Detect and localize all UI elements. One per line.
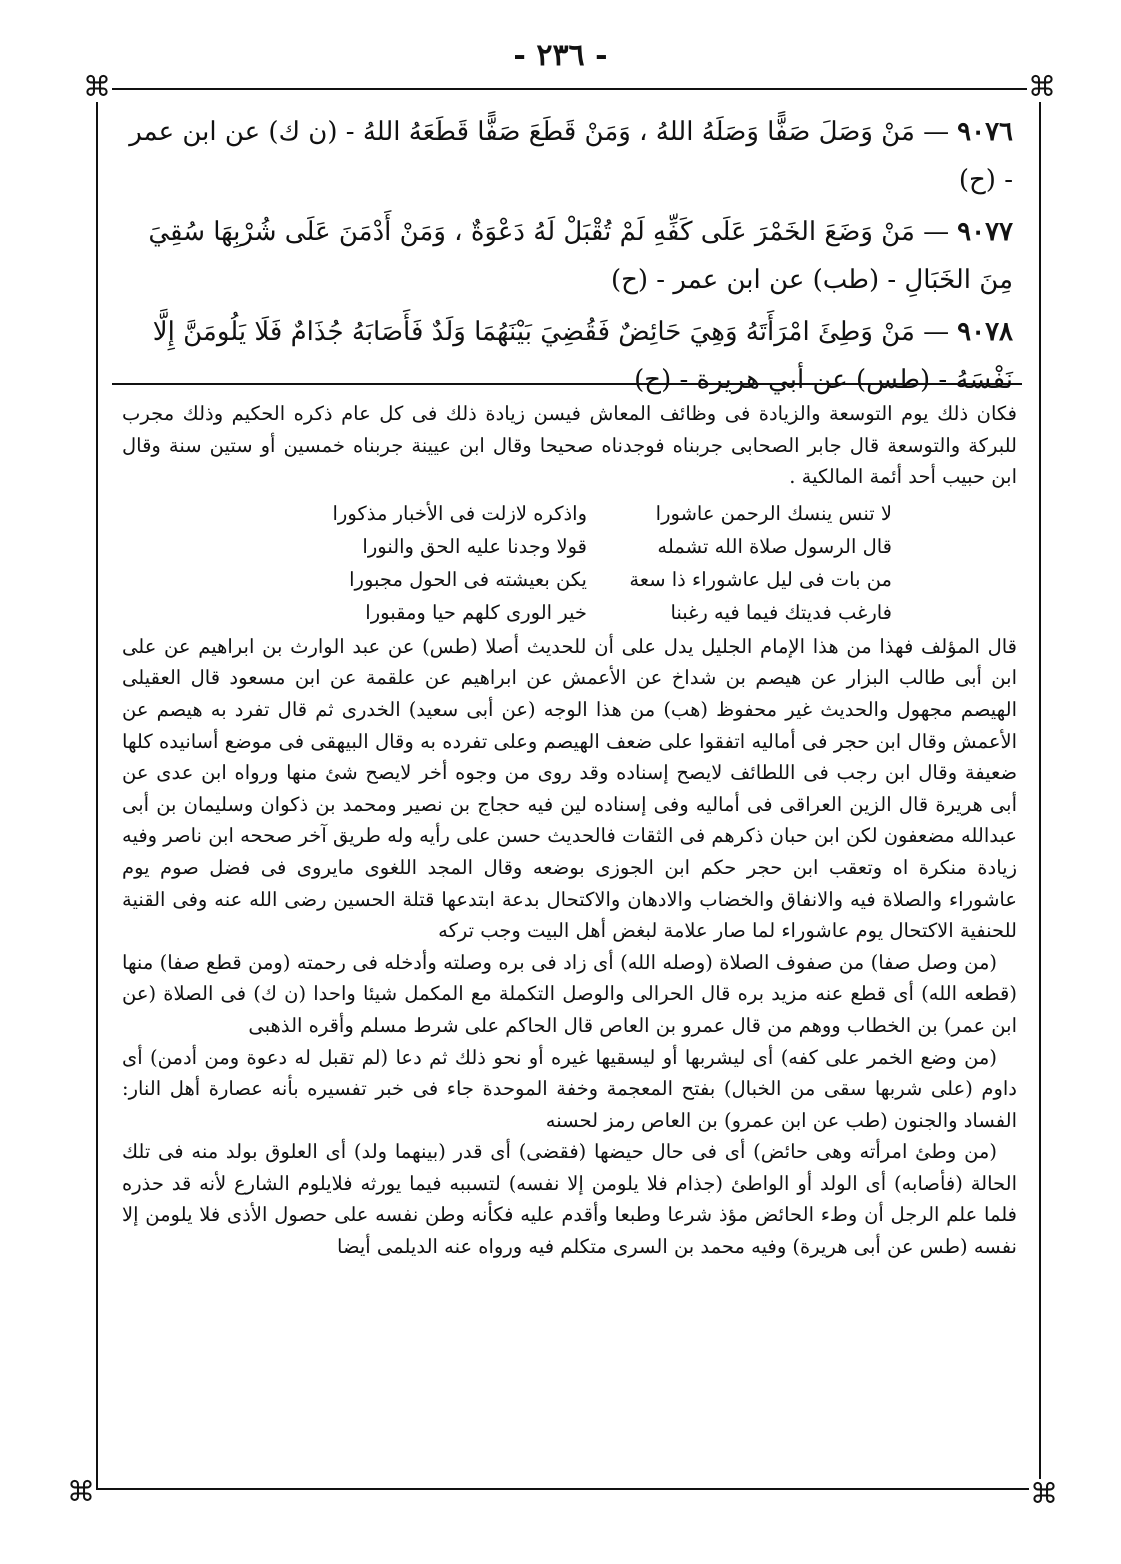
commentary-paragraph: (من وضع الخمر على كفه) أى ليشربها أو ليسقيها غيره أو نحو ذلك ثم دعا (لم تقبل له دعوة ومن أدمن) أى داوم (على شربها سقى من الخبال) بفتح المعجمة وخفة الموحدة جاء فى خبر تفسيره بأنه عصارة أهل النار: الفساد والجنون (طب عن ابن عمرو) بن العاص رمز لحسنه bbox=[122, 1045, 1017, 1132]
hadith-item bbox=[128, 308, 1013, 404]
poem-line bbox=[122, 596, 1017, 629]
hadith-text: — مَنْ وَطِئَ امْرَأَتَهُ وَهِيَ حَائِضٌ فَقُضِيَ بَيْنَهُمَا وَلَدٌ فَأَصَابَهُ جُذَامٌ فَلَا يَلُومَنَّ إِلَّا نَفْسَهُ - (طس) عن أبي هريرة - (ح) bbox=[152, 317, 1013, 395]
page-number: - ٢٣٦ - bbox=[513, 38, 608, 73]
hadith-number: ٩٠٧٦ bbox=[957, 117, 1013, 147]
poem bbox=[122, 497, 1017, 629]
commentary-paragraph: (من وطئ امرأته وهى حائض) أى فى حال حيضها (فقضى) أى قدر (بينهما ولد) أى العلوق بولد منه فى تلك الحالة (فأصابه) أى الولد أو الواطئ (جذام فلا يلومن إلا نفسه) لتسببه فيما يورثه فلايلوم الشارع لأنه قد حذره فلما علم الرجل أن وطء الحائض مؤذ شرعا وطبعا وأقدم عليه فكأنه وطن نفسه على حصول الأذى فلا يلومن إلا نفسه (طس عن أبى هريرة) وفيه محمد بن السرى متكلم فيه ورواه عنه الديلمى أيضا bbox=[122, 1140, 1017, 1259]
commentary-intro: فكان ذلك يوم التوسعة والزيادة فى وظائف المعاش فيسن زيادة ذلك فى كل عام ذكره الحكيم وذلك مجرب للبركة والتوسعة قال جابر الصحابى جربناه فوجدناه صحيحا وقال ابن عيينة جربناه خمسين أو ستين سنة وقال ابن حبيب أحد أئمة المالكية . bbox=[122, 402, 1017, 489]
section-divider bbox=[112, 383, 1022, 385]
hadith-number: ٩٠٧٧ bbox=[957, 217, 1013, 247]
commentary-paragraph: قال المؤلف فهذا من هذا الإمام الجليل يدل على أن للحديث أصلا (طس) عن عبد الوارث بن ابراهيم عن على ابن أبى طالب البزار عن هيصم بن شداخ عن الأعمش عن ابراهيم عن علقمة عن ابن مسعود قال العقيلى الهيصم مجهول والحديث غير محفوظ (هب) من هذا الوجه (عن أبى سعيد) الخدرى ثم قال تفرد به هيصم عن الأعمش وقال ابن حجر فى أماليه اتفقوا على ضعف الهيصم وعلى تفرده به وقال البيهقى فى موضع أسانيده كلها ضعيفة وقال ابن رجب فى اللطائف لايصح إسناده وقد روى من وجوه أخر لايصح شئ منها ورواه ابن عدى عن أبى هريرة قال الزين العراقى فى أماليه وفى إسناده لين فيه حجاج بن نصير ومحمد بن ذكوان وسليمان بن أبى عبدالله مضعفون لكن ابن حبان ذكرهم فى الثقات فالحديث حسن على رأيه وله طريق آخر صححه ابن ناصر وفيه زيادة منكرة اه وتعقب ابن حجر حكم ابن الجوزى بوضعه وقال المجد اللغوى مايروى فى فضل صوم يوم عاشوراء والصلاة فيه والانفاق والخضاب والادهان والاكتحال بدعة ابتدعها قتلة الحسين رضى الله عنه وفى القنية للحنفية الاكتحال يوم عاشوراء لما صار علامة لبغض أهل البيت وجب تركه bbox=[122, 634, 1017, 943]
commentary-section bbox=[122, 398, 1017, 1263]
corner-ornament-icon: ⌘ bbox=[1030, 1477, 1058, 1510]
poem-hemistich-first: من بات فى ليل عاشوراء ذا سعة bbox=[629, 567, 892, 591]
hadith-item bbox=[128, 108, 1013, 204]
poem-hemistich-first: قال الرسول صلاة الله تشمله bbox=[657, 534, 892, 558]
poem-hemistich-first: لا تنس ينسك الرحمن عاشورا bbox=[655, 501, 892, 525]
poem-hemistich-first: فارغب فديتك فيما فيه رغبنا bbox=[670, 600, 892, 624]
hadith-number: ٩٠٧٨ bbox=[957, 317, 1013, 347]
hadith-text: — مَنْ وَضَعَ الخَمْرَ عَلَى كَفِّهِ لَمْ تُقْبَلْ لَهُ دَعْوَةٌ ، وَمَنْ أَدْمَنَ عَلَى شُرْبِهَا سُقِيَ مِنَ الخَبَالِ - (طب) عن ابن عمر - (ح) bbox=[148, 217, 1013, 295]
poem-line bbox=[122, 563, 1017, 596]
corner-ornament-icon: ⌘ bbox=[67, 1475, 95, 1508]
poem-line bbox=[122, 530, 1017, 563]
poem-hemistich-second: خير الورى كلهم حيا ومقبورا bbox=[365, 600, 587, 624]
corner-ornament-icon: ⌘ bbox=[1028, 70, 1056, 103]
hadith-item bbox=[128, 208, 1013, 304]
hadith-text: — مَنْ وَصَلَ صَفًّا وَصَلَهُ اللهُ ، وَمَنْ قَطَعَ صَفًّا قَطَعَهُ اللهُ - (ن ك) عن ابن عمر - (ح) bbox=[129, 117, 1013, 195]
poem-hemistich-second: يكن بعيشته فى الحول مجبورا bbox=[349, 567, 587, 591]
hadith-list bbox=[128, 108, 1013, 408]
commentary-paragraph: (من وصل صفا) من صفوف الصلاة (وصله الله) أى زاد فى بره وصلته وأدخله فى رحمته (ومن قطع صفا) منها (قطعه الله) أى قطع عنه مزيد بره قال الحرالى والوصل التكملة مع المكمل شيئا واحدا (ن ك) فى الصلاة (عن ابن عمر) بن الخطاب ووهم من قال عمرو بن العاص قال الحاكم على شرط مسلم وأقره الذهبى bbox=[122, 950, 1017, 1037]
poem-hemistich-second: قولا وجدنا عليه الحق والنورا bbox=[362, 534, 587, 558]
corner-ornament-icon: ⌘ bbox=[83, 70, 111, 103]
poem-line bbox=[122, 497, 1017, 530]
poem-hemistich-second: واذكره لازلت فى الأخبار مذكورا bbox=[332, 501, 587, 525]
